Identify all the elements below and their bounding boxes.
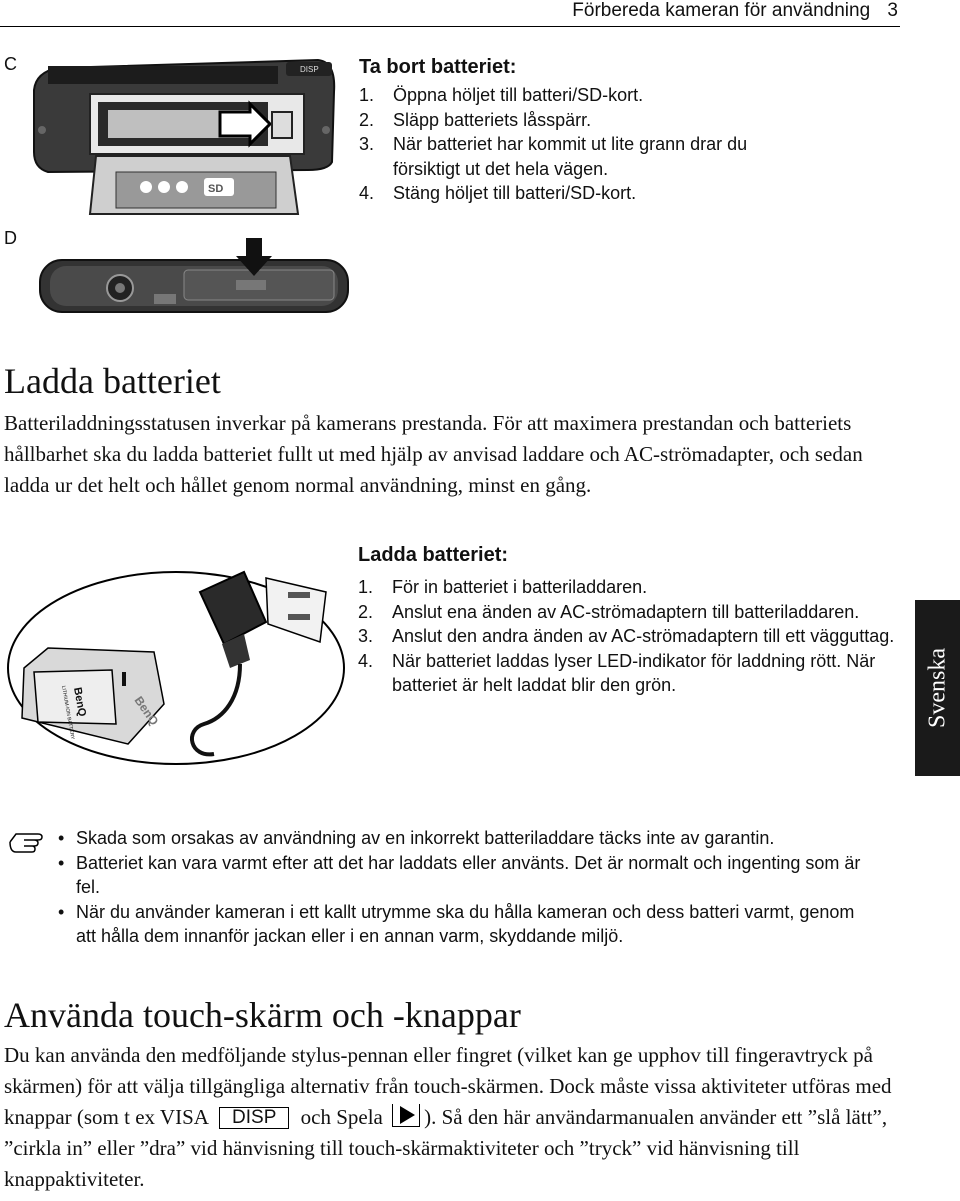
pointing-hand-note-icon bbox=[8, 828, 48, 856]
charge-steps-heading: Ladda batteriet: bbox=[358, 544, 509, 566]
list-item: 4. När batteriet laddas lyser LED-indikator för laddning rött. När batteriet är helt laddat blir den grön. bbox=[358, 650, 876, 695]
list-item: 2. Anslut ena änden av AC-strömadaptern till batteriladdaren. bbox=[358, 601, 860, 622]
list-item: 1. Öppna höljet till batteri/SD-kort. bbox=[359, 85, 644, 105]
remove-battery-steps bbox=[359, 83, 819, 206]
figure-label-c: C bbox=[4, 54, 17, 74]
svg-text:BenQ: BenQ bbox=[71, 686, 88, 718]
battery-charger-illustration bbox=[4, 548, 346, 768]
charge-section-title: Ladda batteriet bbox=[4, 361, 221, 401]
figure-label-d: D bbox=[4, 228, 17, 248]
touch-section-paragraph: Du kan använda den medföljande stylus-pennan eller fingret (vilket kan ge upphov till fingeravtryck på skärmen) för att välja tillgängliga alternativ från touch-skärmen. Dock måste vissa aktiviteter utföras med knappar (som t ex VISA DISP och Spela ). Så den här användarmanualen använder ett ”slå lätt”, ”cirkla in” eller ”dra” vid hänvisning till touch-skärmaktiviteter och ”tryck” vid hänvisning till knappaktiviteter. bbox=[4, 1043, 892, 1191]
play-icon bbox=[392, 1104, 420, 1127]
list-item: 3. När batteriet har kommit ut lite grann drar du försiktigt ut det hela vägen. bbox=[359, 134, 748, 179]
language-side-tab bbox=[915, 600, 960, 776]
list-item: 4. Stäng höljet till batteri/SD-kort. bbox=[359, 183, 637, 203]
list-item: 2. Släpp batteriets låsspärr. bbox=[359, 109, 592, 130]
charge-steps-list bbox=[358, 575, 908, 698]
notes-list bbox=[58, 826, 878, 949]
charge-steps-section bbox=[358, 544, 908, 698]
disp-key-symbol: DISP bbox=[219, 1107, 289, 1129]
svg-text:SD: SD bbox=[208, 183, 224, 195]
svg-text:BenQ: BenQ bbox=[131, 693, 162, 728]
list-item: 1. För in batteriet i batteriladdaren. bbox=[358, 577, 648, 597]
page-number: 3 bbox=[887, 0, 898, 21]
svg-text:DISP: DISP bbox=[300, 65, 319, 74]
touch-section-title: Använda touch-skärm och -knappar bbox=[4, 995, 521, 1035]
remove-battery-heading: Ta bort batteriet: bbox=[359, 56, 517, 78]
camera-battery-compartment-illustration bbox=[28, 52, 340, 217]
running-header bbox=[572, 0, 898, 22]
list-item: • Skada som orsakas av användning av en inkorrekt batteriladdare täcks inte av garantin. bbox=[58, 828, 775, 848]
svg-text:LITHIUM-ION BATTERY: LITHIUM-ION BATTERY bbox=[60, 685, 76, 741]
remove-battery-section bbox=[359, 56, 819, 206]
list-item: 3. Anslut den andra änden av AC-strömadaptern till ett vägguttag. bbox=[358, 626, 895, 646]
list-item: • När du använder kameran i ett kallt utrymme ska du hålla kameran och dess batteri varmt, genom att hålla dem innanför jackan eller i en annan varm, skyddande miljö. bbox=[58, 901, 855, 946]
header-rule bbox=[0, 26, 900, 27]
language-side-tab-label: Svenska bbox=[924, 648, 950, 728]
list-item: • Batteriet kan vara varmt efter att det har laddats eller använts. Det är normalt och ingenting som är fel. bbox=[58, 852, 861, 897]
camera-bottom-view-illustration bbox=[36, 238, 354, 320]
charge-section-paragraph: Batteriladdningsstatusen inverkar på kamerans prestanda. För att maximera prestandan och batteriets hållbarhet ska du ladda batteriet fullt ut med hjälp av anvisad laddare och AC-strömadapter, och sedan ladda ur det helt och hållet genom normal användning, minst en gång. bbox=[4, 411, 863, 497]
header-title: Förbereda kameran för användning bbox=[572, 0, 871, 21]
